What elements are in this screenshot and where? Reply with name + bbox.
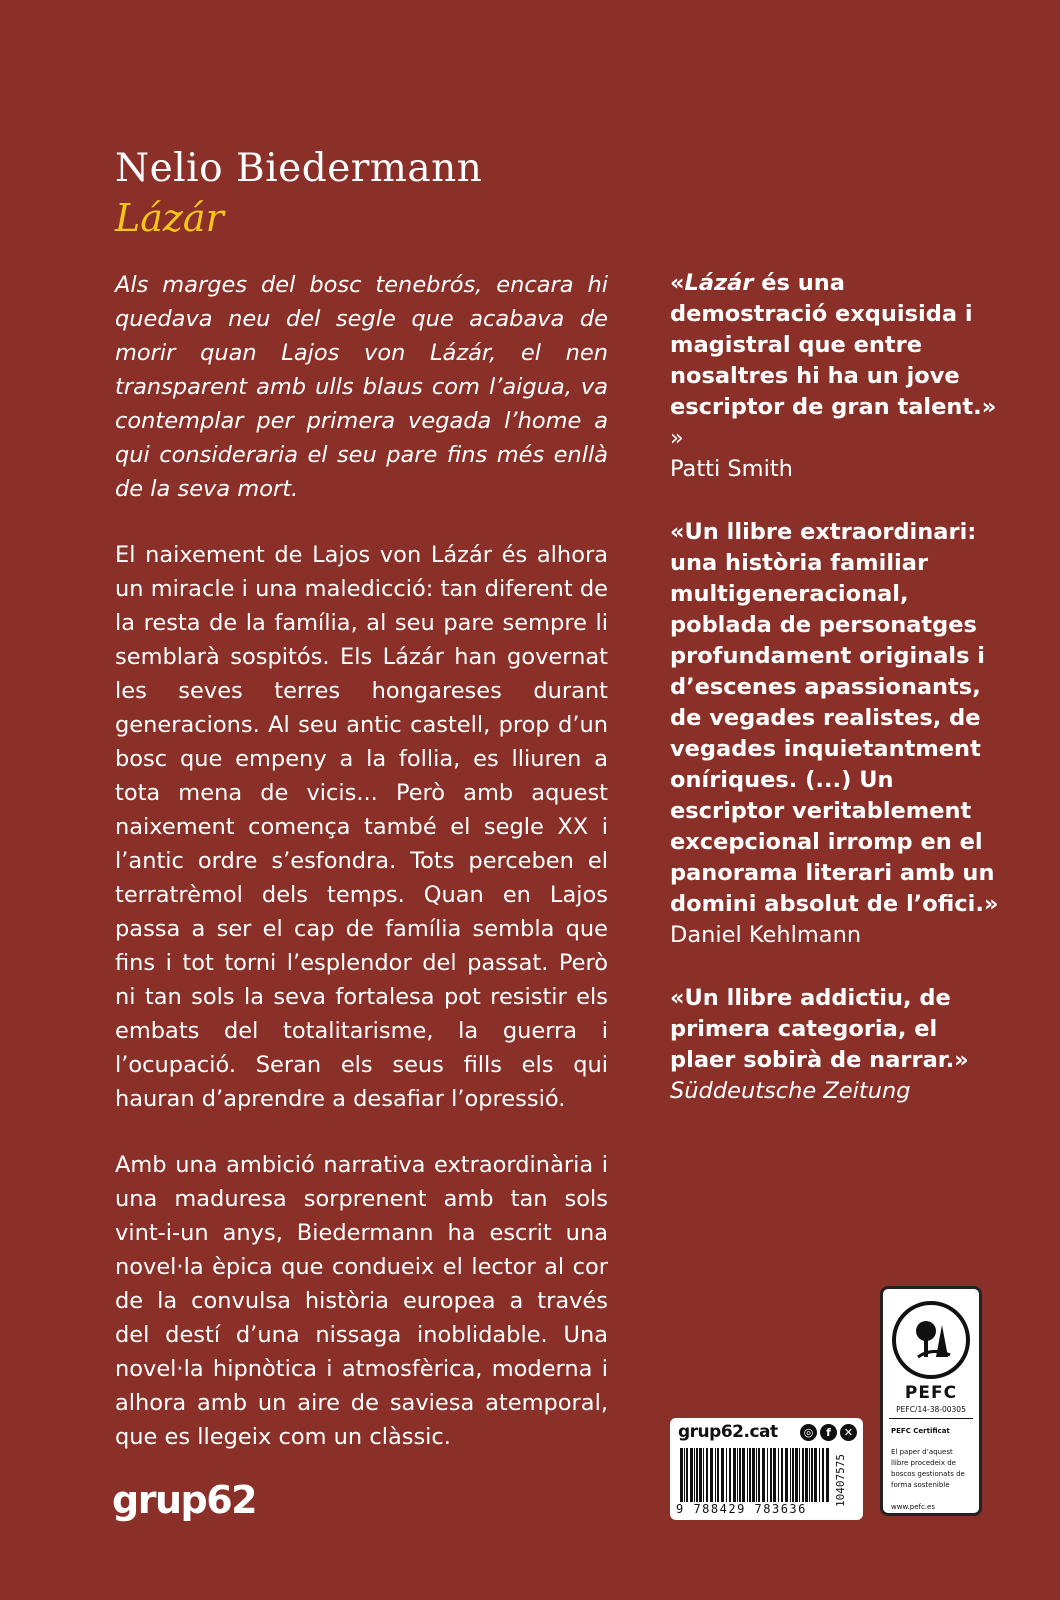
pefc-label bbox=[880, 1286, 982, 1516]
quote-text: és una demostració exquisida i magistral que entre nosaltres hi ha un jove escriptor de gran talent.» bbox=[670, 270, 997, 420]
barcode-bars bbox=[680, 1448, 830, 1502]
blurb-intro: Als marges del bosc tenebrós, encara hi quedava neu del segle que acabava de morir quan Lajos von Lázár, el nen transparent amb ulls blaus com l’aigua, va contemplar per primera vegada l’home a qui consideraria el seu pare fins més enllà de la seva mort. bbox=[115, 272, 608, 502]
x-icon: ✕ bbox=[840, 1424, 857, 1441]
author-name: Nelio Biedermann bbox=[115, 146, 483, 191]
review-quote bbox=[670, 517, 1010, 951]
quote-source: Daniel Kehlmann bbox=[670, 922, 862, 948]
quotes-column bbox=[670, 268, 1010, 1139]
quote-text: «Un llibre addictiu, de primera categoria, el plaer sobirà de narrar.» bbox=[670, 985, 969, 1073]
quote-source: Süddeutsche Zeitung bbox=[670, 1078, 911, 1104]
quote-source: Patti Smith bbox=[670, 456, 793, 482]
review-quote bbox=[670, 268, 1010, 485]
publisher-logo: grup62 bbox=[112, 1478, 257, 1522]
pefc-description: El paper d’aquest llibre procedeix de boscos gestionats de forma sostenible bbox=[891, 1448, 965, 1489]
blurb-paragraph: El naixement de Lajos von Lázár és alhora un miracle i una maledicció: tan diferent de la resta de la família, al seu pare sempre li semblarà sospitós. Els Lázár han governat les seves terres hongareses durant generacions. Al seu antic castell, prop d’un bosc que empeny a la follia, es lliuren a tota mena de vicis... Però amb aquest naixement comença també el segle XX i l’antic ordre s’esfondra. Tots perceben el terratrèmol dels temps. Quan en Lajos passa a ser el cap de família sembla que fins i tot torni l’esplendor del passat. Però ni tan sols la seva fortalesa pot resistir els embats del totalitarisme, la guerra i l’ocupació. Seran els seus fills els qui hauran d’aprendre a desafiar l’opressió. bbox=[115, 542, 608, 1112]
pefc-name: PEFC bbox=[904, 1383, 958, 1403]
review-quote bbox=[670, 983, 1010, 1107]
barcode-side-code: 10407575 bbox=[834, 1454, 847, 1508]
pefc-website: www.pefc.es bbox=[891, 1503, 935, 1511]
quote-text: «Un llibre extraordinari: una història familiar multigeneracional, poblada de personatges profundament originals i d’escenes apassionants, de vegades realistes, de vegades inquietantment oníriques. (...) Un escriptor veritablement excepcional irromp en el panorama literari amb un domini absolut de l’ofici.» bbox=[670, 519, 999, 917]
publisher-url: grup62.cat bbox=[678, 1422, 778, 1442]
blurb-column bbox=[115, 268, 608, 1486]
quote-book-title: Lázár bbox=[684, 270, 754, 296]
isbn-number: 9 788429 783636 bbox=[676, 1502, 807, 1516]
pefc-logo-icon bbox=[892, 1301, 970, 1379]
quote-open: « bbox=[670, 270, 685, 296]
facebook-icon: f bbox=[820, 1424, 837, 1441]
pefc-code: PEFC/14-38-00305 bbox=[896, 1405, 966, 1414]
pefc-certificate: PEFC Certificat bbox=[891, 1427, 950, 1435]
instagram-icon: ◎ bbox=[800, 1424, 817, 1441]
quote-tail: » bbox=[670, 425, 684, 451]
blurb-paragraph: Amb una ambició narrativa extraordinària i una maduresa sorprenent amb tan sols vint-i-un anys, Biedermann ha escrit una novel·la èpica que condueix el lector al cor de la convulsa història europea a través del destí d’una nissaga inoblidable. Una novel·la hipnòtica i atmosfèrica, moderna i alhora amb un aire de saviesa atemporal, que es llegeix com un clàssic. bbox=[115, 1152, 608, 1450]
barcode-box bbox=[670, 1418, 863, 1520]
book-title: Lázár bbox=[115, 196, 224, 240]
